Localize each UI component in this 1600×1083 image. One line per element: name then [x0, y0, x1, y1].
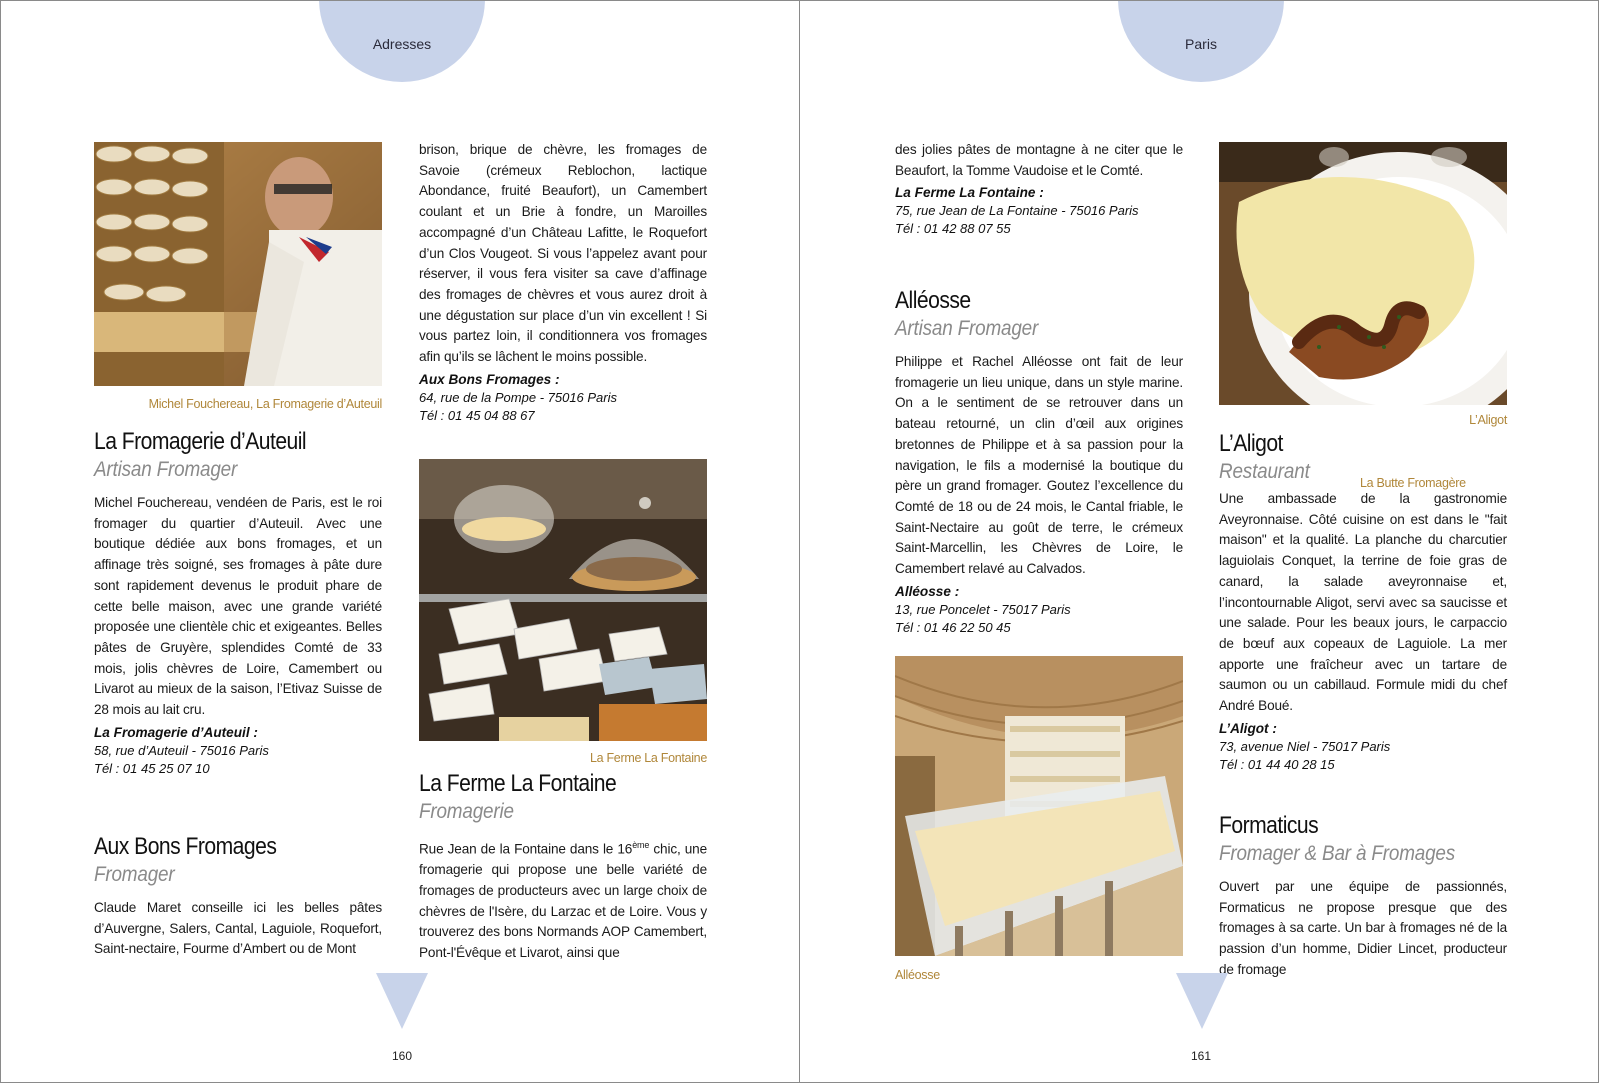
photo-caption: L’Aligot — [1469, 413, 1507, 427]
entry-address — [419, 371, 707, 425]
photo-caption: Michel Fouchereau, La Fromagerie d’Auteuil — [148, 397, 382, 411]
entry-aux-bons-fromages-cont — [419, 140, 707, 425]
entry-ferme-la-fontaine — [419, 769, 707, 964]
photo-aligot-dish — [1219, 142, 1507, 405]
entry-aligot — [1219, 429, 1507, 774]
right-page — [799, 0, 1599, 1083]
entry-body-start: Rue Jean de la Fontaine dans le 16 — [419, 841, 633, 857]
entry-subtitle: Fromagerie — [419, 800, 514, 823]
photo-caption: Alléosse — [895, 968, 940, 982]
address-name: L’Aligot : — [1219, 720, 1277, 736]
entry-address — [94, 724, 382, 778]
page-marker-triangle — [1176, 973, 1228, 1029]
section-tab-label: Adresses — [372, 36, 432, 52]
entry-title: La Ferme La Fontaine — [419, 770, 617, 797]
entry-fromagerie-auteuil — [94, 427, 382, 778]
entry-body: Philippe et Rachel Alléosse ont fait de leur fromagerie un lieu unique, dans un style marine. On a le sentiment de se retrouver dans un bateau retourné, un clin d’œil aux origines bretonnes de Philippe et à sa passion pour la navigation, le fils a modernisé la boutique du père un grand fromager. Goutez l’excellence du Comté de 18 ou de 24 mois, le Cantal friable, le Saint-Nectaire au goût de terre, le crémeux Saint-Marcellin, les Chèvres de Loire, le Camembert relavé au Calvados. — [895, 354, 1183, 577]
address-phone: Tél : 01 42 88 07 55 — [895, 221, 1011, 237]
address-name: Alléosse : — [895, 583, 960, 599]
address-name: Aux Bons Fromages : — [419, 371, 560, 387]
address-phone: Tél : 01 46 22 50 45 — [895, 619, 1011, 635]
entry-title: Formaticus — [1219, 812, 1319, 839]
section-tab-label: Paris — [1185, 36, 1217, 52]
address-line: 64, rue de la Pompe - 75016 Paris — [419, 389, 618, 405]
entry-ferme-la-fontaine-cont — [895, 140, 1183, 238]
entry-body: Claude Maret conseille ici les belles pâtes d’Auvergne, Salers, Cantal, Laguiole, Roquefort, Saint-nectaire, Fourme d’Ambert ou de Mont — [94, 900, 382, 957]
section-tab — [319, 0, 485, 82]
entry-subtitle-row — [1219, 458, 1507, 490]
entry-formaticus — [1219, 811, 1507, 981]
address-line: 58, rue d’Auteuil - 75016 Paris — [94, 742, 269, 758]
entry-alleosse — [895, 286, 1183, 637]
entry-body-end: chic, une fromagerie qui propose une belle variété de fromages de producteurs avec un large choix de chèvres de l'Isère, du Larzac et de Loire. Vous y trouverez des bons Normands AOP Camembert, Pont-l'Évêque et Livarot, ainsi que — [419, 841, 707, 961]
address-name: La Ferme La Fontaine : — [895, 185, 1044, 201]
entry-subtitle: Artisan Fromager — [94, 458, 238, 481]
entry-address — [895, 184, 1183, 238]
entry-body — [419, 835, 707, 964]
photo-caption: La Ferme La Fontaine — [590, 751, 707, 765]
entry-body: Une ambassade de la gastronomie Aveyronnaise. Côté cuisine on est dans le "fait maison" et la qualité. La planche du charcutier laguiolais Conquet, la terrine de foie gras de canard, la salade aveyronnaise et, l’incontournable Aligot, servi avec sa saucisse et une salade. Pour les beaux jours, le carpaccio de bœuf aux copeaux de Laguiole. La mer apporte une fraîcheur avec un tartare de saumon ou un cabillaud. Formule midi du chef André Boué. — [1219, 491, 1507, 714]
entry-address — [1219, 720, 1507, 774]
entry-title: L’Aligot — [1219, 430, 1283, 457]
entry-body-continued: brison, brique de chèvre, les fromages de Savoie (crémeux Reblochon, lactique Abondance, fruité Beaufort), un Camembert coulant et un Brie à fondre, un Maroilles accompagné d’un Château Lafitte, le Roquefort d’un Clos Vougeot. Si vous l’appelez avant pour réserver, il vous fera visiter sa cave d’affinage des fromages de chèvres et vous aurez droit à une dégustation sur place d’un vin excellent ! Si vous partez loin, il conditionnera vos fromages afin qu’ils se lâchent le moins possible. — [419, 142, 707, 365]
entry-subtitle: Artisan Fromager — [895, 317, 1039, 340]
page-marker-triangle — [376, 973, 428, 1029]
entry-title: Alléosse — [895, 287, 971, 314]
address-name: La Fromagerie d’Auteuil : — [94, 724, 258, 740]
photo-cheese-counter — [419, 459, 707, 741]
page-number: 160 — [391, 1049, 413, 1063]
address-phone: Tél : 01 44 40 28 15 — [1219, 756, 1335, 772]
photo-shop-interior — [895, 656, 1183, 956]
photo-fromager — [94, 142, 382, 386]
section-tab — [1118, 0, 1284, 82]
address-line: 75, rue Jean de La Fontaine - 75016 Paris — [895, 203, 1139, 219]
page-number: 161 — [1190, 1049, 1212, 1063]
entry-body: Michel Fouchereau, vendéen de Paris, est le roi fromager du quartier d’Auteuil. Avec une boutique dédiée aux bons fromages, et un affinage très soigné, ses fromages à pâte dure sont rapidement devenus le produit phare de cette belle maison, avec une grande variété proposée une clientèle chic et exigeantes. Belles pâtes de Gruyère, splendides Comté de 33 mois, jolis chèvres de Loire, Camembert ou Livarot au mieux de la saison, l’Etivaz Suisse de 28 mois au lait cru. — [94, 495, 382, 718]
entry-body: Ouvert par une équipe de passionnés, Formaticus ne propose presque que des fromages à sa carte. Un bar à fromages né de la passion d’un homme, Didier Lincet, producteur de fromage — [1219, 879, 1507, 977]
entry-address — [895, 583, 1183, 637]
address-phone: Tél : 01 45 25 07 10 — [94, 760, 210, 776]
entry-subtitle: Restaurant — [1219, 460, 1310, 483]
entry-subtitle: Fromager & Bar à Fromages — [1219, 842, 1456, 865]
superscript: ème — [632, 840, 650, 850]
stray-caption: La Butte Fromagère — [1360, 476, 1466, 490]
address-line: 73, avenue Niel - 75017 Paris — [1219, 738, 1391, 754]
entry-title: La Fromagerie d’Auteuil — [94, 428, 307, 455]
entry-aux-bons-fromages — [94, 832, 382, 960]
entry-body-continued: des jolies pâtes de montagne à ne citer que le Beaufort, la Tomme Vaudoise et le Comté. — [895, 142, 1183, 178]
entry-subtitle: Fromager — [94, 863, 175, 886]
entry-title: Aux Bons Fromages — [94, 833, 277, 860]
address-line: 13, rue Poncelet - 75017 Paris — [895, 601, 1071, 617]
address-phone: Tél : 01 45 04 88 67 — [419, 407, 535, 423]
